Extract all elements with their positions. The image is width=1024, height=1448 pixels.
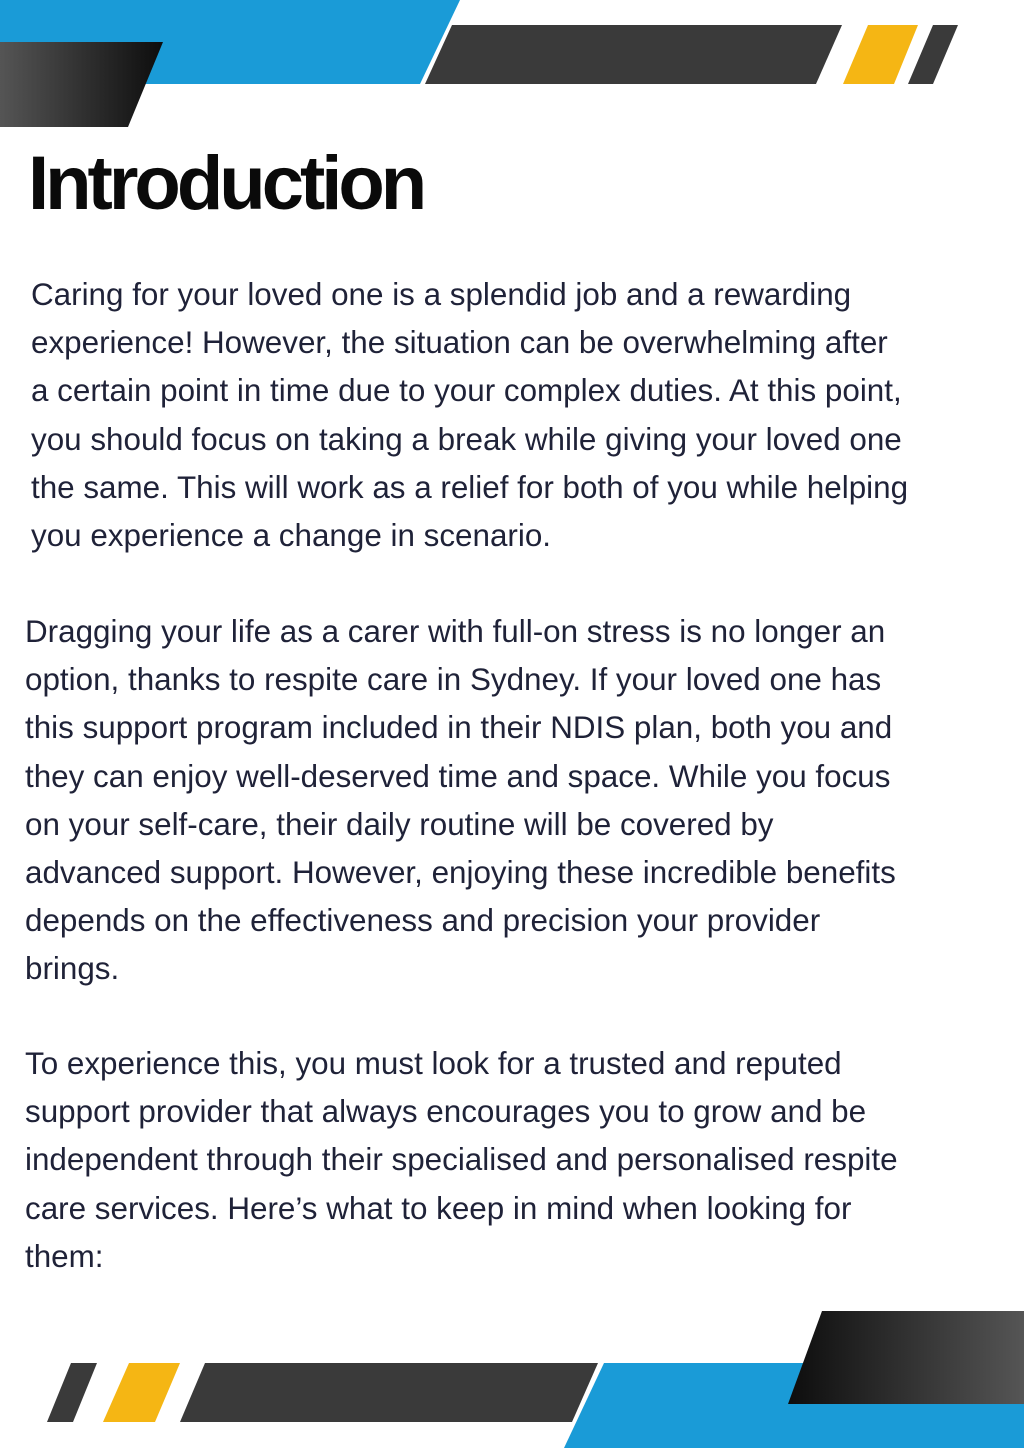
bottom-yellow-stripe [103, 1363, 180, 1422]
top-small-dark-stripe [908, 25, 958, 84]
paragraph-line: advanced support. However, enjoying these incredible benefits [25, 855, 896, 891]
bottom-blue-stripe [564, 1363, 1024, 1448]
paragraph-line: you should focus on taking a break while giving your loved one [31, 421, 902, 457]
paragraph-line: Dragging your life as a carer with full-on stress is no longer an [25, 614, 886, 649]
paragraph-line: you experience a change in scenario. [31, 518, 552, 554]
top-left-gradient-stripe [0, 42, 163, 127]
intro-paragraph-2 [25, 608, 1010, 994]
paragraph-line: To experience this, you must look for a trusted and reputed [25, 1046, 842, 1081]
top-dark-stripe [425, 25, 842, 84]
paragraph-line: depends on the effectiveness and precision your provider [25, 903, 821, 939]
top-blue-stripe [0, 0, 460, 84]
bottom-small-dark-stripe [47, 1363, 97, 1422]
paragraph-line: independent through their specialised and personalised respite [25, 1142, 898, 1178]
paragraph-line: option, thanks to respite care in Sydney. If your loved one has [25, 662, 882, 698]
paragraph-line: support provider that always encourages you to grow and be [25, 1094, 867, 1130]
paragraph-line: brings. [25, 951, 120, 987]
paragraph-line: the same. This will work as a relief for both of you while helping [31, 469, 909, 505]
bottom-right-gradient-stripe [788, 1311, 1024, 1404]
paragraph-line: a certain point in time due to your complex duties. At this point, [31, 373, 902, 409]
top-yellow-stripe [843, 25, 918, 84]
bottom-dark-stripe [180, 1363, 598, 1422]
paragraph-line: this support program included in their NDIS plan, both you and [25, 710, 893, 746]
intro-paragraph-1 [31, 271, 1016, 560]
page-title: Introduction [28, 141, 424, 226]
paragraph-line: them: [25, 1238, 104, 1274]
intro-paragraph-3 [25, 1040, 1010, 1281]
paragraph-line: they can enjoy well-deserved time and space. While you focus [25, 758, 891, 794]
paragraph-line: on your self-care, their daily routine will be covered by [25, 806, 774, 842]
paragraph-line: care services. Here’s what to keep in mind when looking for [25, 1190, 852, 1226]
paragraph-line: Caring for your loved one is a splendid job and a rewarding [31, 277, 852, 312]
paragraph-line: experience! However, the situation can be overwhelming after [31, 325, 888, 361]
